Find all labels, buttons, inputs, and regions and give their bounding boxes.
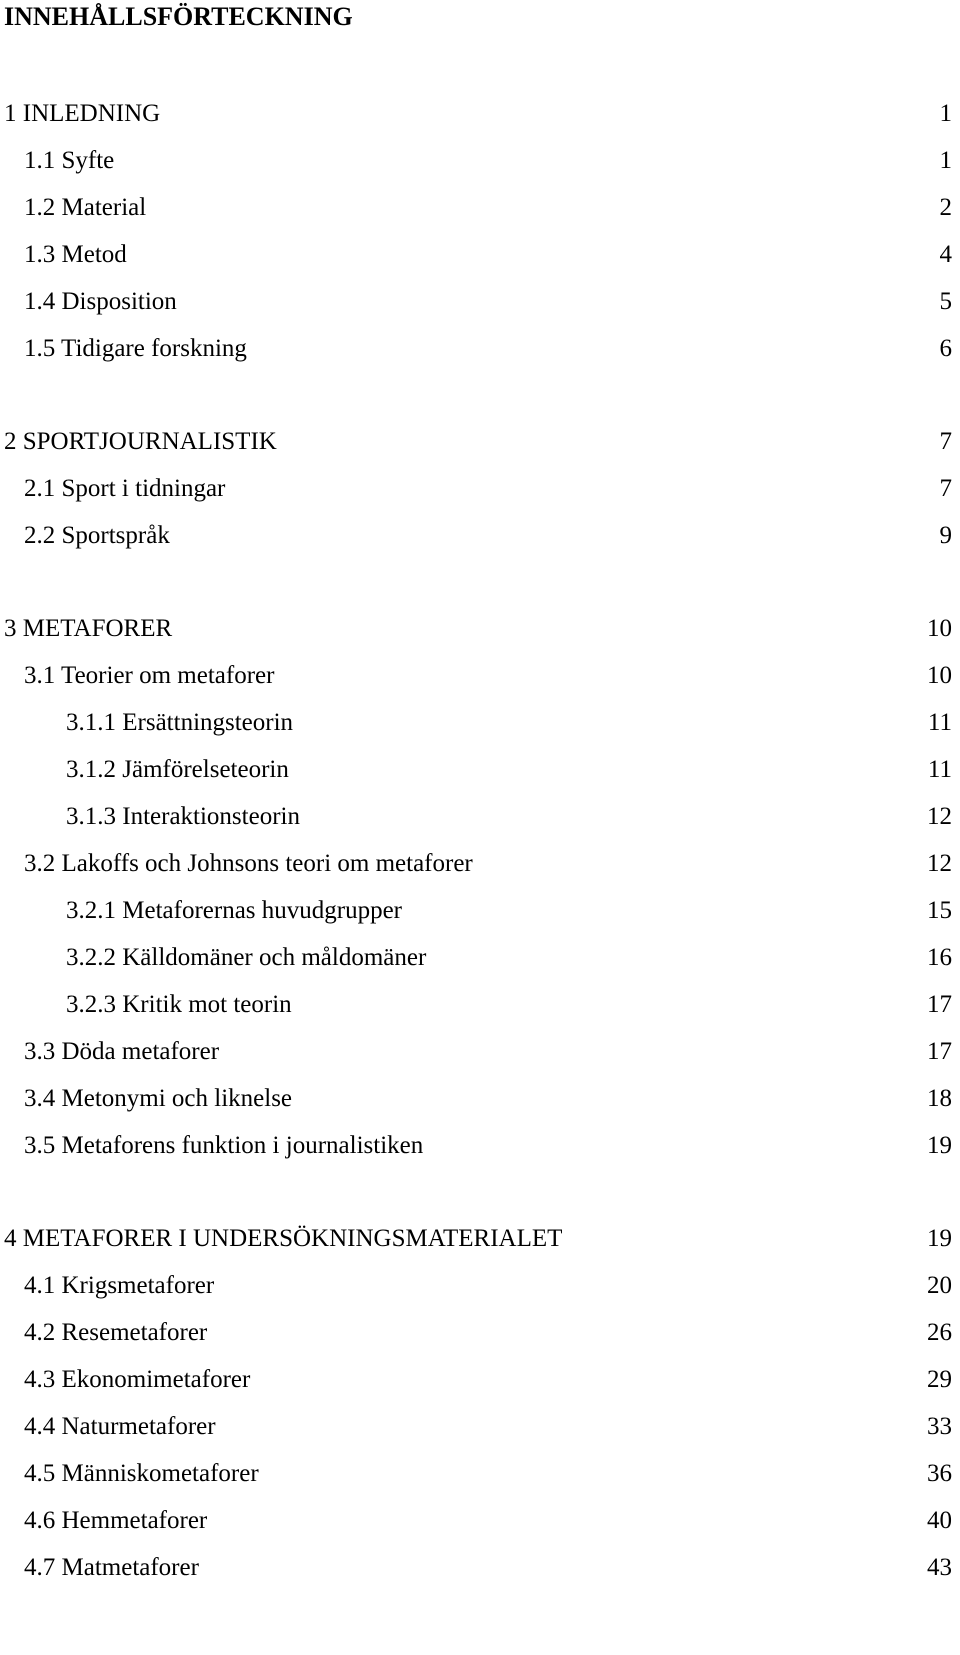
toc-entry-page: 7 [939, 475, 952, 502]
toc-entry-label: 1.1 Syfte [24, 147, 115, 174]
toc-entry-page: 10 [927, 662, 952, 689]
toc-entry-section[interactable] [0, 848, 960, 880]
toc-entry-section[interactable] [0, 333, 960, 365]
toc-entry-section[interactable] [0, 1270, 960, 1302]
toc-entry-chapter[interactable] [0, 98, 960, 130]
toc-entry-label: 3.5 Metaforens funktion i journalistiken [24, 1132, 424, 1159]
toc-entry-section[interactable] [0, 1552, 960, 1584]
toc-entry-subsection[interactable] [0, 895, 960, 927]
toc-entry-page: 7 [939, 428, 952, 455]
toc-entry-page: 17 [927, 1038, 952, 1065]
toc-entry-page: 36 [927, 1460, 952, 1487]
toc-entry-page: 18 [927, 1085, 952, 1112]
toc-entry-page: 9 [939, 522, 952, 549]
toc-entry-label: 4.1 Krigsmetaforer [24, 1272, 215, 1299]
toc-entry-label: 4.4 Naturmetaforer [24, 1413, 216, 1440]
toc-entry-chapter[interactable] [0, 613, 960, 645]
toc-entry-section[interactable] [0, 1364, 960, 1396]
toc-entry-label: 3.3 Döda metaforer [24, 1038, 220, 1065]
toc-entry-label: 4.2 Resemetaforer [24, 1319, 208, 1346]
toc-entry-page: 40 [927, 1507, 952, 1534]
toc-entry-page: 1 [939, 100, 952, 127]
toc-entry-chapter[interactable] [0, 1223, 960, 1255]
toc-entry-page: 2 [939, 194, 952, 221]
toc-entry-page: 33 [927, 1413, 952, 1440]
toc-entry-label: 3.2.2 Källdomäner och måldomäner [66, 944, 427, 971]
toc-entry-section[interactable] [0, 1505, 960, 1537]
toc-entry-section[interactable] [0, 145, 960, 177]
toc-entry-section[interactable] [0, 286, 960, 318]
toc-entry-section[interactable] [0, 1317, 960, 1349]
toc-entry-page: 15 [927, 897, 952, 924]
toc-entry-section[interactable] [0, 1036, 960, 1068]
toc-entry-page: 11 [927, 756, 952, 783]
toc-entry-label: 3.1.2 Jämförelseteorin [66, 756, 289, 783]
toc-entry-label: 3.2.1 Metaforernas huvudgrupper [66, 897, 403, 924]
toc-entry-label: 1.5 Tidigare forskning [24, 335, 247, 362]
toc-entry-label: 1.3 Metod [24, 241, 127, 268]
toc-entry-page: 19 [927, 1132, 952, 1159]
toc-entry-label: 4.5 Människometaforer [24, 1460, 259, 1487]
toc-entry-page: 11 [927, 709, 952, 736]
toc-entry-label: 3.2 Lakoffs och Johnsons teori om metaforer [24, 850, 473, 877]
toc-entry-page: 4 [939, 241, 952, 268]
toc-entry-page: 12 [927, 850, 952, 877]
toc-entry-label: 1 INLEDNING [4, 100, 161, 127]
toc-entry-page: 6 [939, 335, 952, 362]
toc-entry-section[interactable] [0, 520, 960, 552]
toc-entry-label: 2 SPORTJOURNALISTIK [4, 428, 277, 455]
toc-entry-page: 10 [927, 615, 952, 642]
toc-entry-section[interactable] [0, 1458, 960, 1490]
toc-entry-page: 5 [939, 288, 952, 315]
toc-entry-label: 4.6 Hemmetaforer [24, 1507, 208, 1534]
toc-entry-subsection[interactable] [0, 989, 960, 1021]
toc-entry-section[interactable] [0, 192, 960, 224]
page-title: INNEHÅLLSFÖRTECKNING [4, 2, 353, 31]
toc-entry-chapter[interactable] [0, 426, 960, 458]
toc-entry-label: 3.2.3 Kritik mot teorin [66, 991, 292, 1018]
toc-entry-section[interactable] [0, 239, 960, 271]
toc-entry-page: 26 [927, 1319, 952, 1346]
toc-entry-label: 1.2 Material [24, 194, 147, 221]
toc-entry-page: 29 [927, 1366, 952, 1393]
toc-entry-label: 4.3 Ekonomimetaforer [24, 1366, 251, 1393]
toc-entry-page: 17 [927, 991, 952, 1018]
toc-entry-subsection[interactable] [0, 801, 960, 833]
toc-entry-label: 3.1.1 Ersättningsteorin [66, 709, 294, 736]
toc-entry-page: 12 [927, 803, 952, 830]
toc-entry-label: 3.4 Metonymi och liknelse [24, 1085, 293, 1112]
toc-entry-section[interactable] [0, 1083, 960, 1115]
toc-entry-label: 3.1 Teorier om metaforer [24, 662, 275, 689]
toc-entry-label: 3.1.3 Interaktionsteorin [66, 803, 300, 830]
toc-entry-label: 2.1 Sport i tidningar [24, 475, 226, 502]
toc-entry-page: 19 [927, 1225, 952, 1252]
toc-entry-page: 16 [927, 944, 952, 971]
toc-entry-section[interactable] [0, 1411, 960, 1443]
toc-entry-page: 1 [939, 147, 952, 174]
toc-entry-label: 1.4 Disposition [24, 288, 177, 315]
toc-entry-label: 3 METAFORER [4, 615, 173, 642]
toc-entry-label: 2.2 Sportspråk [24, 522, 170, 549]
toc-entry-subsection[interactable] [0, 754, 960, 786]
toc-entry-section[interactable] [0, 1130, 960, 1162]
toc-entry-label: 4 METAFORER I UNDERSÖKNINGSMATERIALET [4, 1225, 563, 1252]
toc-entry-section[interactable] [0, 660, 960, 692]
toc-entry-page: 43 [927, 1554, 952, 1581]
toc-entry-subsection[interactable] [0, 707, 960, 739]
toc-entry-page: 20 [927, 1272, 952, 1299]
toc-entry-label: 4.7 Matmetaforer [24, 1554, 199, 1581]
toc-entry-section[interactable] [0, 473, 960, 505]
toc-entry-subsection[interactable] [0, 942, 960, 974]
